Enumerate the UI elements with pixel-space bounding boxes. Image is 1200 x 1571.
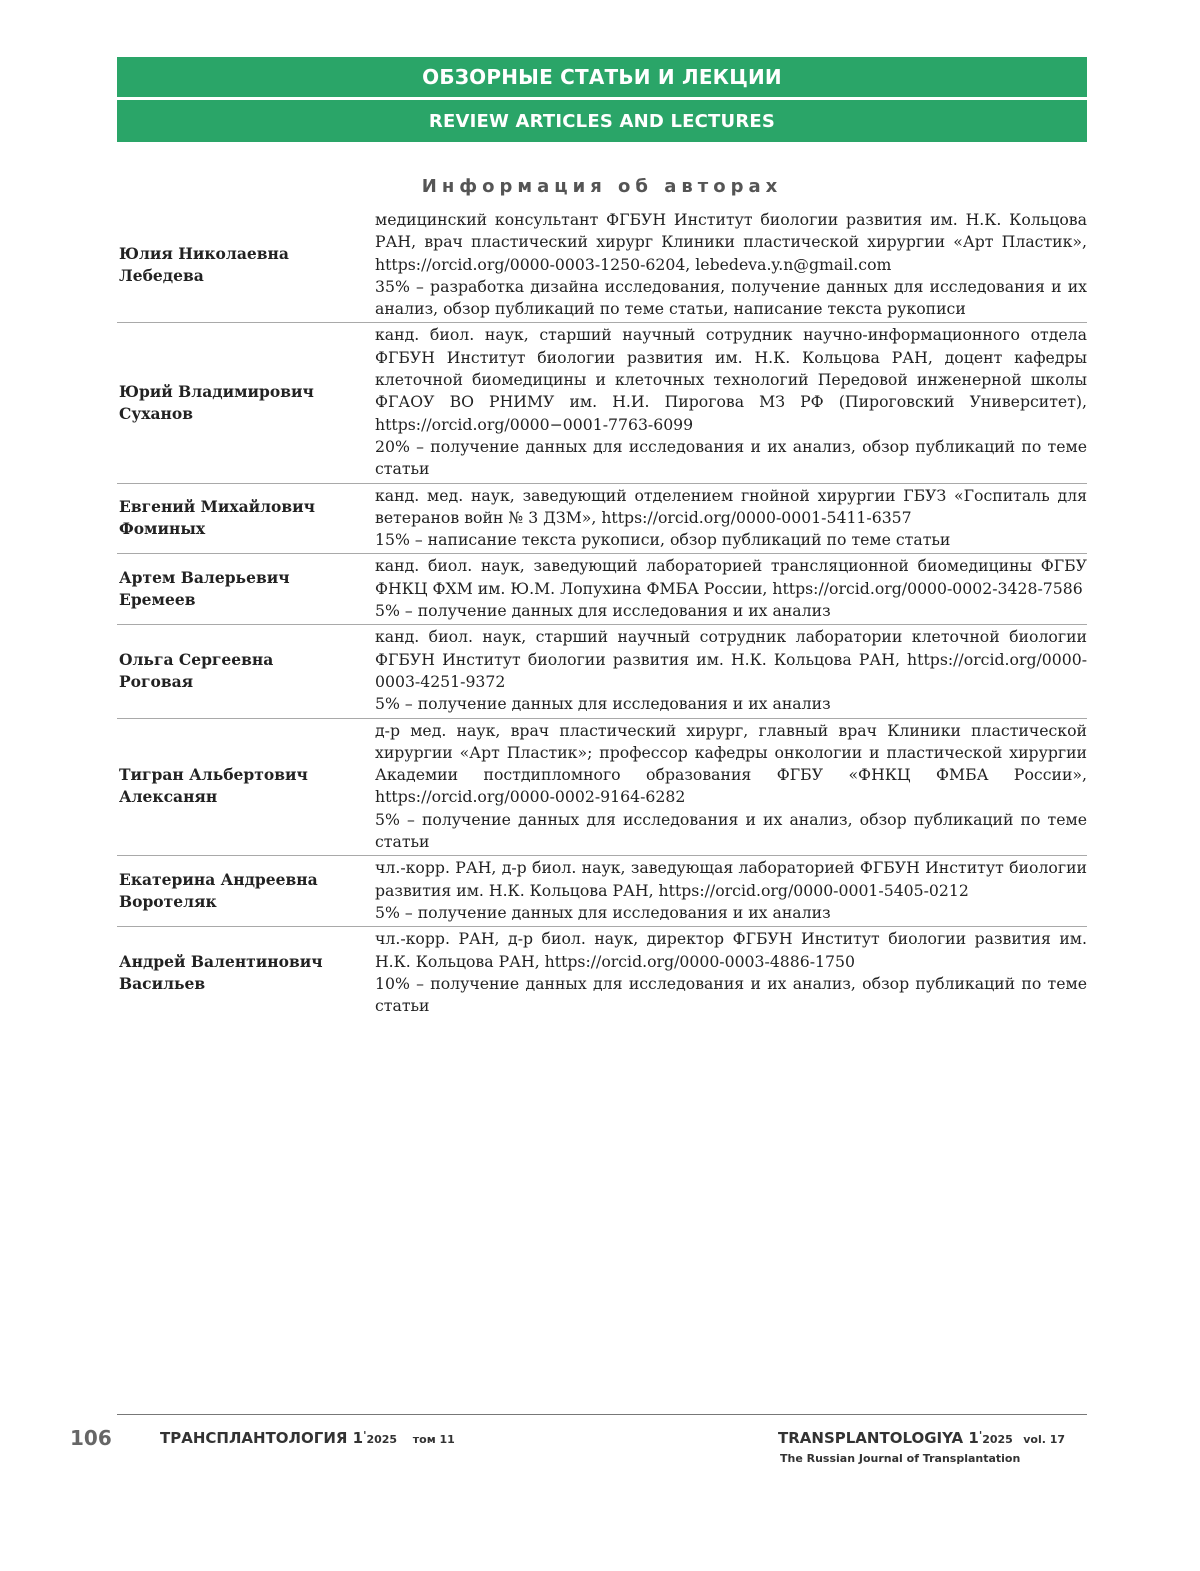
page-number: 106 <box>70 1426 112 1450</box>
author-contribution: 35% – разработка дизайна исследования, получение данных для исследования и их анализ, обзор публикаций по теме статьи, написание текста рукописи <box>375 276 1087 319</box>
author-last-name: Суханов <box>119 403 193 423</box>
journal-year-en: 2025 <box>982 1433 1013 1446</box>
author-last-name: Роговая <box>119 671 194 691</box>
author-affiliation: чл.-корр. РАН, д-р биол. наук, заведующая лабораторией ФГБУН Институт биологии развития им. Н.К. Кольцова РАН, https://orcid.org/0000-0001-5405-0212 <box>375 858 1087 900</box>
author-contribution: 20% – получение данных для исследования и их анализ, обзор публикаций по теме статьи <box>375 436 1087 479</box>
author-first-names: Ольга Сергеевна <box>119 649 274 669</box>
author-info <box>375 485 1087 552</box>
author-contribution: 10% – получение данных для исследования и их анализ, обзор публикаций по теме статьи <box>375 973 1087 1016</box>
author-affiliation: канд. биол. наук, заведующий лабораторией трансляционной биомедицины ФГБУ ФНКЦ ФХМ им. Ю.М. Лопухина ФМБА России, https://orcid.org/0000-0002-3428-7586 <box>375 556 1087 598</box>
author-affiliation: д-р мед. наук, врач пластический хирург, главный врач Клиники пластической хирургии «Арт Пластик»; профессор кафедры онкологии и пластической хирургии Академии постдипломного образования ФГБУ «ФНКЦ ФМБА России», https://orcid.org/0000-0002-9164-6282 <box>375 720 1087 807</box>
author-first-names: Евгений Михайлович <box>119 497 315 516</box>
author-name <box>117 243 375 287</box>
author-info <box>375 209 1087 320</box>
author-affiliation: канд. мед. наук, заведующий отделением гнойной хирургии ГБУЗ «Госпиталь для ветеранов войн № 3 ДЗМ», https://orcid.org/0000-0001-5411-6357 <box>375 485 1087 527</box>
author-first-names: Екатерина Андреевна <box>119 869 318 889</box>
author-name <box>117 496 375 540</box>
author-row <box>117 484 1087 555</box>
journal-title-en <box>778 1429 1065 1447</box>
issue-mark-ru: ' <box>363 1429 367 1442</box>
author-contribution: 5% – получение данных для исследования и их анализ <box>375 902 831 922</box>
author-info <box>375 720 1087 854</box>
author-first-names: Юлия Николаевна <box>119 243 289 263</box>
author-name <box>117 764 375 808</box>
author-info <box>375 928 1087 1017</box>
section-banner-en-text: REVIEW ARTICLES AND LECTURES <box>428 111 776 132</box>
author-name <box>117 869 375 913</box>
author-first-names: Андрей Валентинович <box>119 951 323 971</box>
author-row <box>117 323 1087 483</box>
author-row <box>117 927 1087 1019</box>
page-title: Информация об авторах <box>421 176 783 197</box>
author-last-name: Фоминых <box>119 519 206 538</box>
author-row <box>117 625 1087 718</box>
journal-name-ru: ТРАНСПЛАНТОЛОГИЯ 1 <box>160 1429 364 1447</box>
author-info <box>375 324 1087 480</box>
section-banner-ru-text: ОБЗОРНЫЕ СТАТЬИ И ЛЕКЦИИ <box>422 65 782 89</box>
author-last-name: Воротеляк <box>119 891 217 911</box>
author-last-name: Еремеев <box>119 589 196 609</box>
author-last-name: Лебедева <box>119 265 204 285</box>
author-name <box>117 951 375 995</box>
author-info <box>375 626 1087 715</box>
journal-name-en: TRANSPLANTOLOGIYA 1 <box>778 1429 979 1447</box>
author-name <box>117 649 375 693</box>
author-row <box>117 856 1087 927</box>
author-row <box>117 208 1087 323</box>
author-affiliation: канд. биол. наук, старший научный сотрудник научно-информационного отдела ФГБУН Институт биологии развития им. Н.К. Кольцова РАН, доцент кафедры клеточной биомедицины и клеточных технологий Передовой инженерной школы ФГАОУ ВО РНИМУ им. Н.И. Пирогова МЗ РФ (Пироговский Университет), https://orcid.org/0000−0001-7763-6099 <box>375 325 1087 434</box>
author-last-name: Алексанян <box>119 787 218 807</box>
journal-subtitle: The Russian Journal of Transplantation <box>780 1452 1021 1465</box>
author-last-name: Васильев <box>119 973 206 993</box>
author-contribution: 5% – получение данных для исследования и их анализ, обзор публикаций по теме статьи <box>375 809 1087 852</box>
author-name <box>117 567 375 611</box>
author-first-names: Юрий Владимирович <box>119 381 314 401</box>
author-affiliation: чл.-корр. РАН, д-р биол. наук, директор ФГБУН Институт биологии развития им. Н.К. Кольцова РАН, https://orcid.org/0000-0003-4886-1750 <box>375 929 1087 971</box>
author-row <box>117 554 1087 625</box>
author-info <box>375 857 1087 924</box>
journal-year-ru: 2025 <box>366 1433 398 1446</box>
author-contribution: 15% – написание текста рукописи, обзор публикаций по теме статьи <box>375 530 951 550</box>
section-banner-ru <box>117 57 1087 97</box>
section-banner-en <box>117 100 1087 142</box>
author-contribution: 5% – получение данных для исследования и их анализ <box>375 601 831 621</box>
author-info <box>375 555 1087 622</box>
issue-mark-en: ' <box>978 1429 983 1442</box>
footer-divider <box>117 1414 1087 1415</box>
journal-volume-ru: том 11 <box>412 1433 455 1446</box>
journal-title-ru <box>160 1429 455 1447</box>
author-affiliation: канд. биол. наук, старший научный сотрудник лаборатории клеточной биологии ФГБУН Институт биологии развития им. Н.К. Кольцова РАН, https://orcid.org/0000-0003-4251-9372 <box>375 627 1087 691</box>
journal-volume-en: vol. 17 <box>1023 1433 1066 1446</box>
author-affiliation: медицинский консультант ФГБУН Институт биологии развития им. Н.К. Кольцова РАН, врач пластический хирург Клиники пластической хирургии «Арт Пластик», https://orcid.org/0000-0003-1250-6204, lebedeva.y.n@gmail.com <box>375 210 1087 274</box>
author-name <box>117 381 375 425</box>
author-first-names: Артем Валерьевич <box>119 567 290 587</box>
author-first-names: Тигран Альбертович <box>119 765 308 785</box>
authors-table <box>117 208 1087 1019</box>
author-contribution: 5% – получение данных для исследования и их анализ <box>375 694 831 714</box>
author-row <box>117 719 1087 857</box>
